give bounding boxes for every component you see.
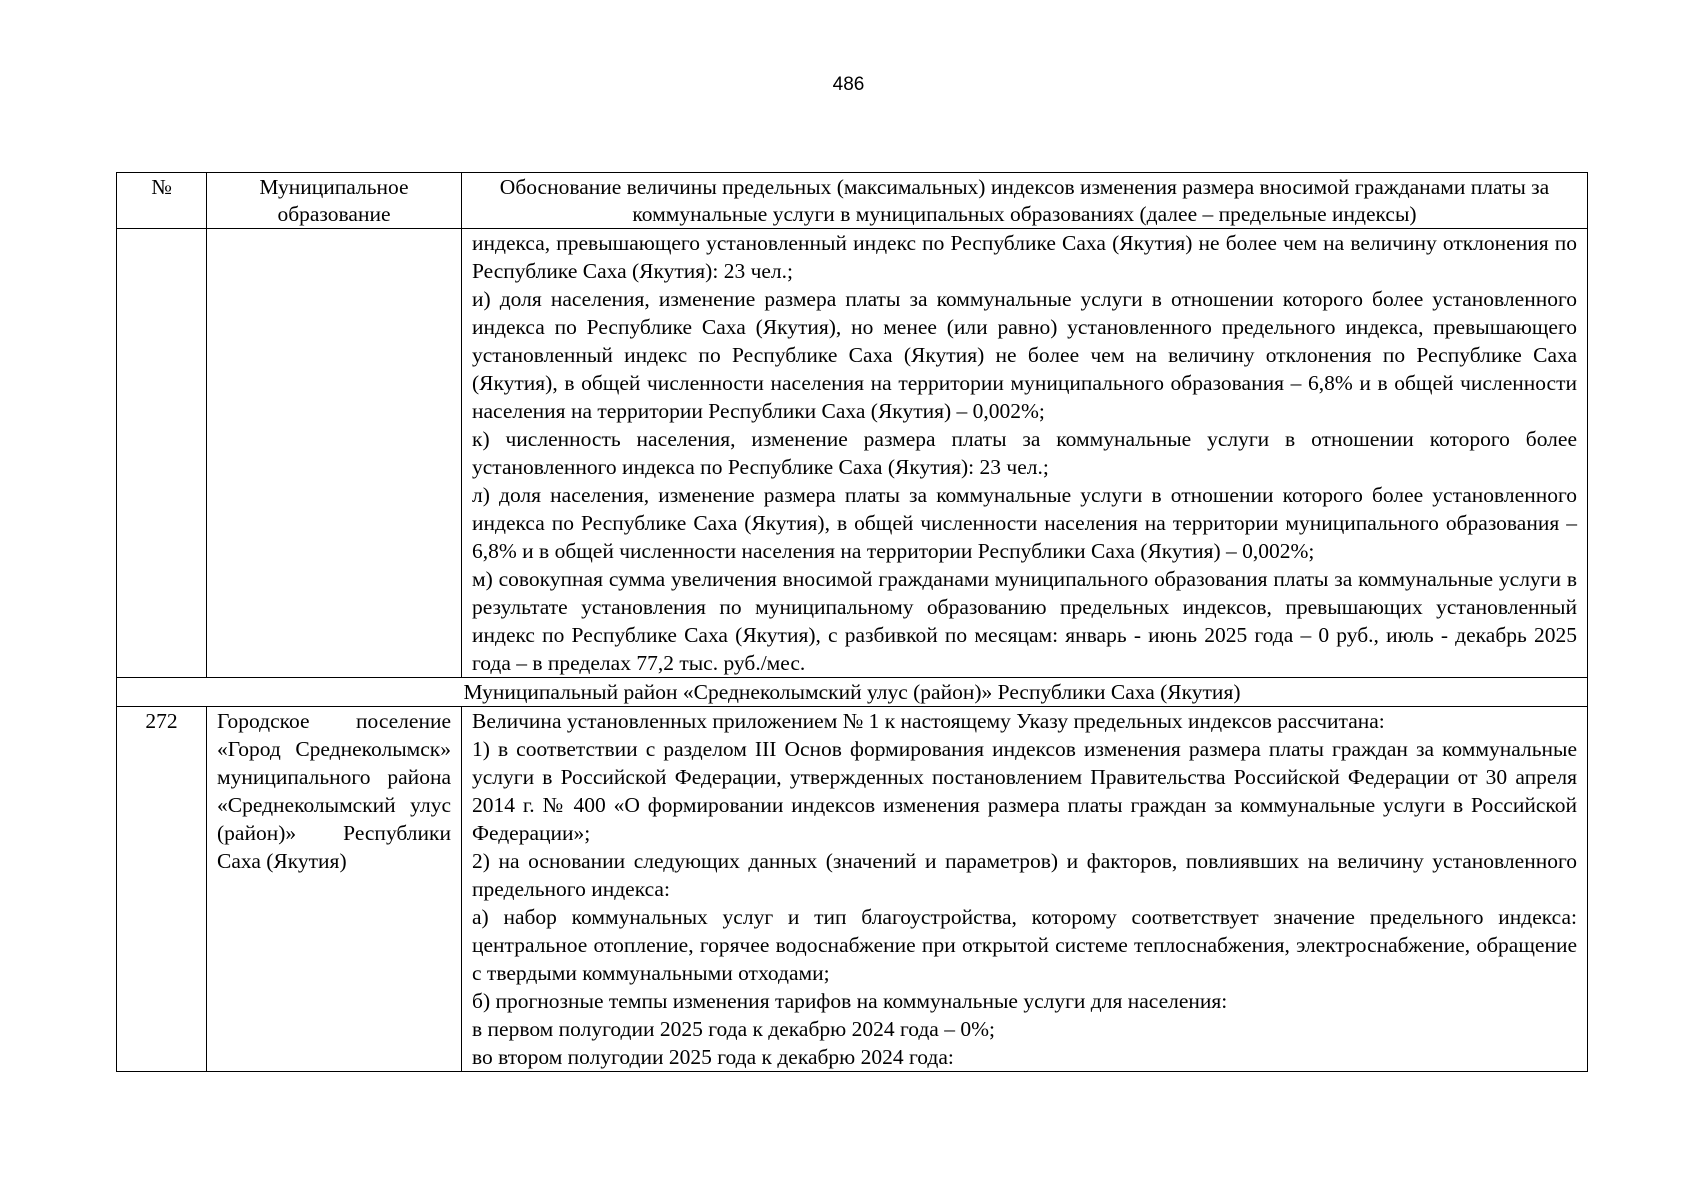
header-justification: Обоснование величины предельных (максимальных) индексов изменения размера вносимой гражданами платы за коммунальные услуги в муниципальных образованиях (далее – предельные индексы) — [462, 173, 1588, 229]
paragraph: и) доля населения, изменение размера платы за коммунальные услуги в отношении которого более установленного индекса по Республике Саха (Якутия), но менее (или равно) установленного предельного индекса, превышающего установленный индекс по Республике Саха (Якутия) не более чем на величину отклонения по Республике Саха (Якутия), в общей численности населения на территории муниципального образования – 6,8% и в общей численности населения на территории Республики Саха (Якутия) – 0,002%; — [472, 287, 1577, 423]
table-header-row — [117, 173, 1588, 229]
district-heading-row — [117, 678, 1588, 707]
page-number: 486 — [832, 74, 865, 95]
justification-table — [116, 172, 1588, 1072]
row-municipality — [207, 229, 462, 678]
row-justification — [462, 229, 1588, 678]
header-num: № — [117, 173, 207, 229]
paragraph: б) прогнозные темпы изменения тарифов на коммунальные услуги для населения: — [472, 989, 1228, 1013]
row-justification — [462, 707, 1588, 1072]
header-municipality: Муниципальное образование — [207, 173, 462, 229]
row-num — [117, 229, 207, 678]
paragraph: во втором полугодии 2025 года к декабрю 2024 года: — [472, 1045, 954, 1069]
paragraph: 2) на основании следующих данных (значений и параметров) и факторов, повлиявших на величину установленного предельного индекса: — [472, 849, 1577, 901]
paragraph: 1) в соответствии с разделом III Основ формирования индексов изменения размера платы граждан за коммунальные услуги в Российской Федерации, утвержденных постановлением Правительства Российской Федерации от 30 апреля 2014 г. № 400 «О формировании индексов изменения размера платы граждан за коммунальные услуги в Российской Федерации»; — [472, 737, 1577, 845]
paragraph: в первом полугодии 2025 года к декабрю 2024 года – 0%; — [472, 1017, 995, 1041]
table-row — [117, 229, 1588, 678]
paragraph: а) набор коммунальных услуг и тип благоустройства, которому соответствует значение предельного индекса: центральное отопление, горячее водоснабжение при открытой системе теплоснабжения, электроснабжение, обращение с твердыми коммунальными отходами; — [472, 905, 1577, 985]
district-heading: Муниципальный район «Среднеколымский улус (район)» Республики Саха (Якутия) — [117, 678, 1588, 707]
paragraph: л) доля населения, изменение размера платы за коммунальные услуги в отношении которого более установленного индекса по Республике Саха (Якутия), в общей численности населения на территории муниципального образования – 6,8% и в общей численности населения на территории Республики Саха (Якутия) – 0,002%; — [472, 483, 1577, 563]
row-municipality: Городское поселение «Город Среднеколымск» муниципального района «Среднеколымский улус (район)» Республики Саха (Якутия) — [207, 707, 462, 1072]
paragraph: м) совокупная сумма увеличения вносимой гражданами муниципального образования платы за коммунальные услуги в результате установления по муниципальному образованию предельных индексов, превышающих установленный индекс по Республике Саха (Якутия), с разбивкой по месяцам: январь - июнь 2025 года – 0 руб., июль - декабрь 2025 года – в пределах 77,2 тыс. руб./мес. — [472, 567, 1577, 675]
paragraph: индекса, превышающего установленный индекс по Республике Саха (Якутия) не более чем на величину отклонения по Республике Саха (Якутия): 23 чел.; — [472, 231, 1577, 283]
row-num: 272 — [117, 707, 207, 1072]
table-row — [117, 707, 1588, 1072]
paragraph: к) численность населения, изменение размера платы за коммунальные услуги в отношении которого более установленного индекса по Республике Саха (Якутия): 23 чел.; — [472, 427, 1577, 479]
paragraph: Величина установленных приложением № 1 к настоящему Указу предельных индексов рассчитана: — [472, 709, 1385, 733]
